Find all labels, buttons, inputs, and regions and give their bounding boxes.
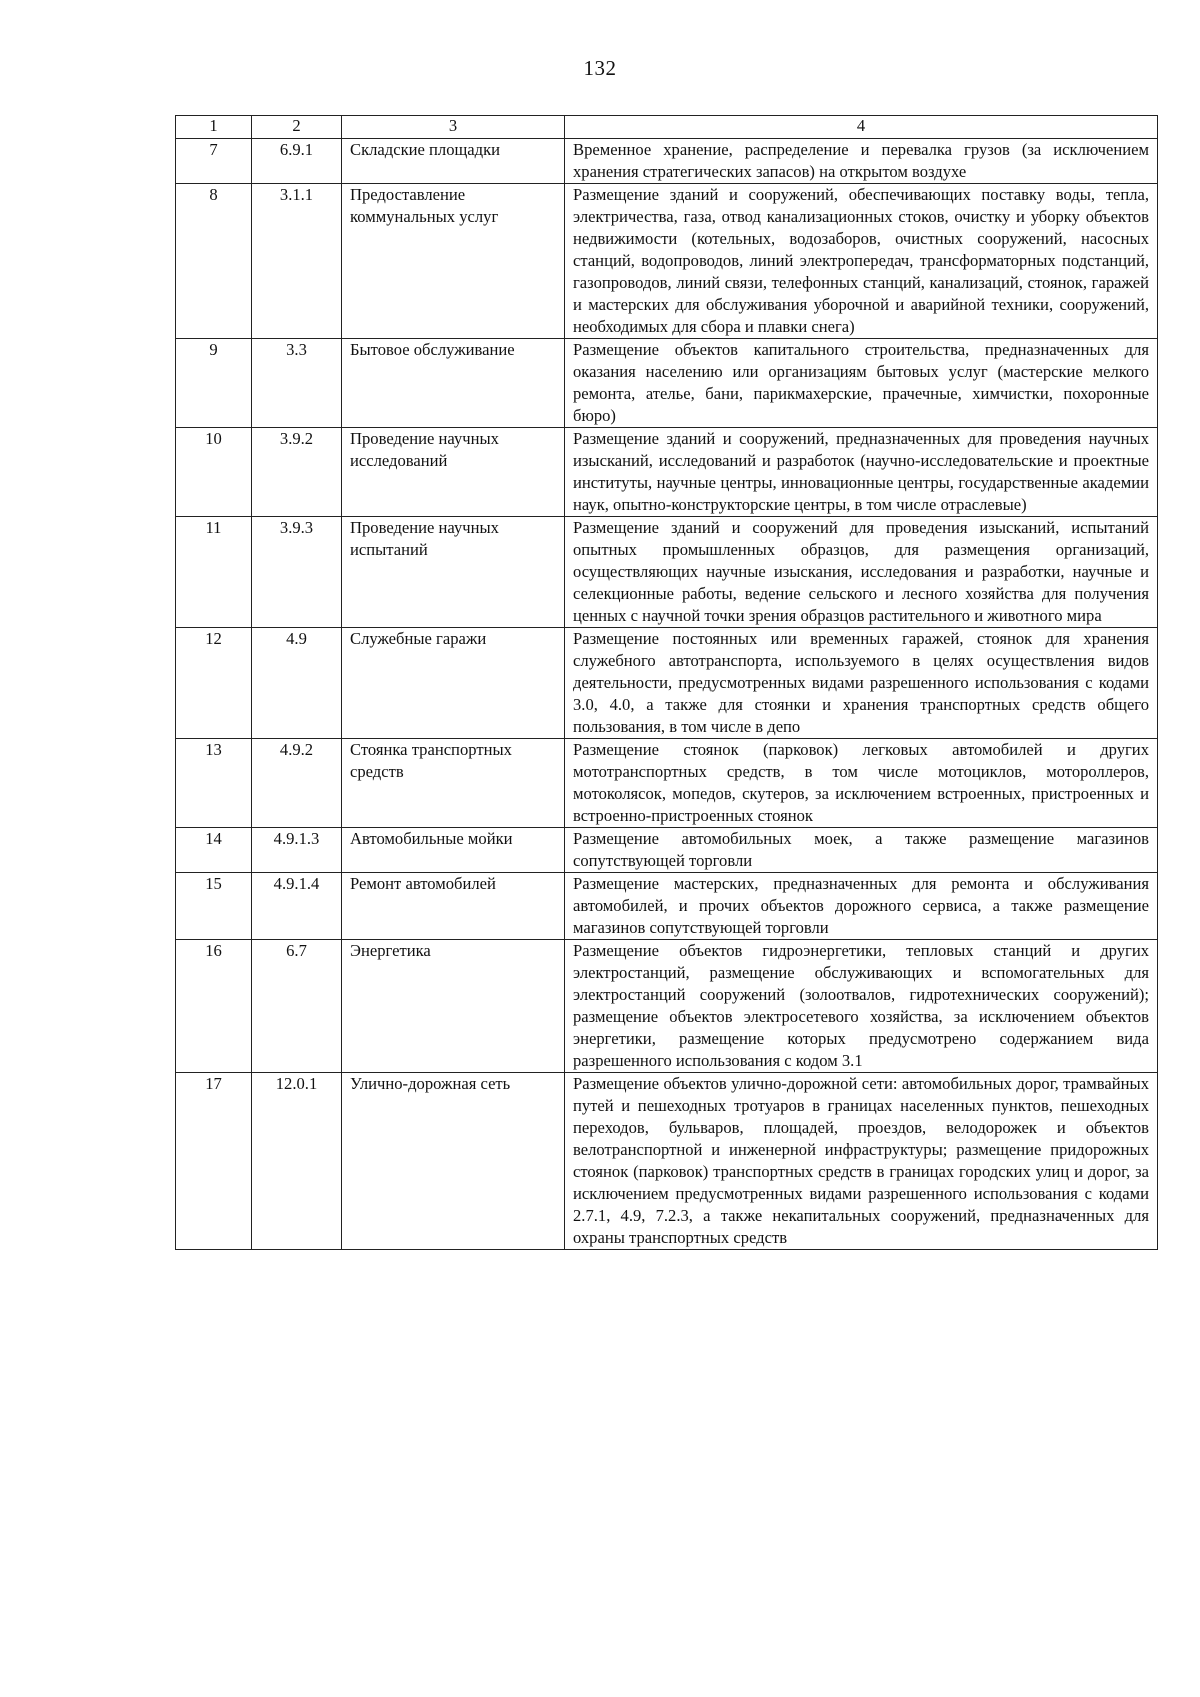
land-use-table [175,115,1158,1250]
use-code: 3.3 [252,339,342,428]
table-row [176,1073,1158,1250]
row-number: 14 [176,828,252,873]
use-name: Энергетика [342,940,565,1073]
use-name: Бытовое обслуживание [342,339,565,428]
use-description: Размещение объектов капитального строительства, предназначенных для оказания населению или организациям бытовых услуг (мастерские мелкого ремонта, ателье, бани, парикмахерские, прачечные, химчистки, похоронные бюро) [565,339,1158,428]
use-name: Улично-дорожная сеть [342,1073,565,1250]
use-code: 4.9.1.4 [252,873,342,940]
table-row [176,828,1158,873]
table-row [176,339,1158,428]
table-row [176,873,1158,940]
header-row [176,116,1158,139]
row-number: 13 [176,739,252,828]
use-description: Временное хранение, распределение и перевалка грузов (за исключением хранения стратегических запасов) на открытом воздухе [565,139,1158,184]
table-row [176,940,1158,1073]
use-name: Автомобильные мойки [342,828,565,873]
row-number: 16 [176,940,252,1073]
use-code: 3.9.2 [252,428,342,517]
use-code: 4.9.2 [252,739,342,828]
use-name: Складские площадки [342,139,565,184]
use-description: Размещение автомобильных моек, а также размещение магазинов сопутствующей торговли [565,828,1158,873]
table-row [176,428,1158,517]
header-col-3: 3 [342,116,565,139]
use-name: Стоянка транспортных средств [342,739,565,828]
row-number: 9 [176,339,252,428]
row-number: 11 [176,517,252,628]
use-code: 3.9.3 [252,517,342,628]
use-name: Проведение научных исследований [342,428,565,517]
table-row [176,184,1158,339]
use-description: Размещение объектов гидроэнергетики, тепловых станций и других электростанций, размещение обслуживающих и вспомогательных для электростанций сооружений (золоотвалов, гидротехнических сооружений); размещение объектов электросетевого хозяйства, за исключением объектов энергетики, размещение которых предусмотрено содержанием вида разрешенного использования с кодом 3.1 [565,940,1158,1073]
table-header [176,116,1158,139]
table-body [176,139,1158,1250]
row-number: 15 [176,873,252,940]
use-code: 4.9 [252,628,342,739]
use-name: Проведение научных испытаний [342,517,565,628]
use-code: 3.1.1 [252,184,342,339]
header-col-2: 2 [252,116,342,139]
use-description: Размещение зданий и сооружений для проведения изысканий, испытаний опытных промышленных образцов, для размещения организаций, осуществляющих научные изыскания, исследования и разработки, научные и селекционные работы, ведение сельского и лесного хозяйства для получения ценных с научной точки зрения образцов растительного и животного мира [565,517,1158,628]
row-number: 7 [176,139,252,184]
header-col-4: 4 [565,116,1158,139]
use-description: Размещение постоянных или временных гаражей, стоянок для хранения служебного автотранспорта, используемого в целях осуществления видов деятельности, предусмотренных видами разрешенного использования с кодами 3.0, 4.0, а также для стоянки и хранения транспортных средств общего пользования, в том числе в депо [565,628,1158,739]
row-number: 10 [176,428,252,517]
use-name: Ремонт автомобилей [342,873,565,940]
table-row [176,517,1158,628]
table-row [176,739,1158,828]
table-row [176,628,1158,739]
row-number: 12 [176,628,252,739]
use-description: Размещение мастерских, предназначенных для ремонта и обслуживания автомобилей, и прочих объектов дорожного сервиса, а также размещение магазинов сопутствующей торговли [565,873,1158,940]
use-description: Размещение зданий и сооружений, обеспечивающих поставку воды, тепла, электричества, газа, отвод канализационных стоков, очистку и уборку объектов недвижимости (котельных, водозаборов, очистных сооружений, насосных станций, водопроводов, линий электропередач, трансформаторных подстанций, газопроводов, линий связи, телефонных станций, канализаций, стоянок, гаражей и мастерских для обслуживания уборочной и аварийной техники, сооружений, необходимых для сбора и плавки снега) [565,184,1158,339]
row-number: 17 [176,1073,252,1250]
use-code: 6.7 [252,940,342,1073]
use-code: 12.0.1 [252,1073,342,1250]
use-code: 6.9.1 [252,139,342,184]
use-description: Размещение зданий и сооружений, предназначенных для проведения научных изысканий, исследований и разработок (научно-исследовательские и проектные институты, научные центры, инновационные центры, государственные академии наук, опытно-конструкторские центры, в том числе отраслевые) [565,428,1158,517]
use-name: Служебные гаражи [342,628,565,739]
use-description: Размещение объектов улично-дорожной сети: автомобильных дорог, трамвайных путей и пешеходных тротуаров в границах населенных пунктов, пешеходных переходов, бульваров, площадей, проездов, велодорожек и объектов велотранспортной и инженерной инфраструктуры; размещение придорожных стоянок (парковок) транспортных средств в границах городских улиц и дорог, за исключением предусмотренных видами разрешенного использования с кодами 2.7.1, 4.9, 7.2.3, а также некапитальных сооружений, предназначенных для охраны транспортных средств [565,1073,1158,1250]
table-row [176,139,1158,184]
row-number: 8 [176,184,252,339]
use-description: Размещение стоянок (парковок) легковых автомобилей и других мототранспортных средств, в том числе мотоциклов, мотороллеров, мотоколясок, мопедов, скутеров, за исключением встроенных, пристроенных и встроенно-пристроенных стоянок [565,739,1158,828]
header-col-1: 1 [176,116,252,139]
page-number: 132 [583,56,617,80]
use-code: 4.9.1.3 [252,828,342,873]
use-name: Предоставление коммунальных услуг [342,184,565,339]
